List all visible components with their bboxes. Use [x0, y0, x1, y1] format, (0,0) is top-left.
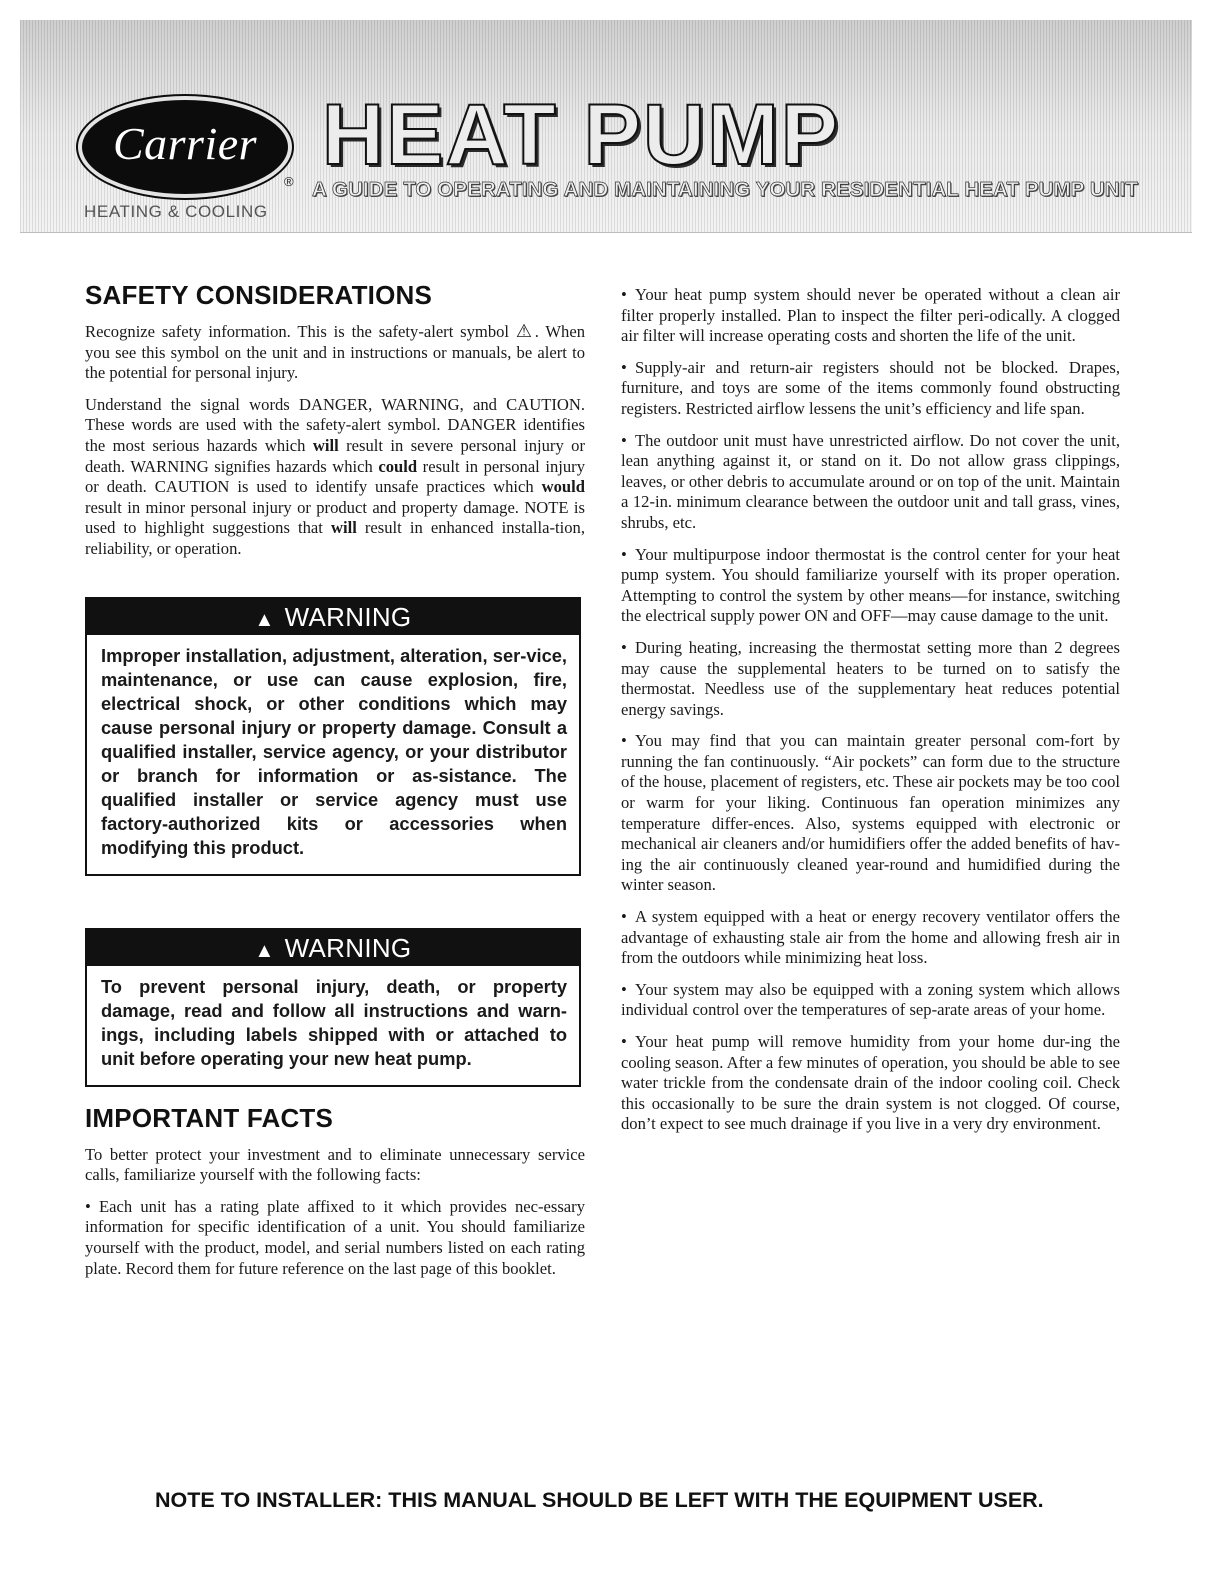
safety-paragraph-1 — [85, 322, 585, 384]
logo-brand-text: Carrier — [112, 118, 258, 169]
fact-bullet: • A system equipped with a heat or energy recovery ventilator offers the advantage of exhausting stale air from the home and allowing fresh air in from the outdoors while minimizing heat loss. — [621, 907, 1120, 969]
fact-bullet: • Supply-air and return-air registers should not be blocked. Drapes, furniture, and toys are some of the items commonly found obstructing registers. Restricted airflow lessens the unit’s efficiency and life span. — [621, 358, 1120, 420]
carrier-logo — [82, 98, 312, 228]
fact-bullet: • During heating, increasing the thermostat setting more than 2 degrees may cause the supplemental heaters to be turned on to satisfy the thermostat. Needless use of the supplementary heat reduces potential energy savings. — [621, 638, 1120, 720]
safety-paragraph-2 — [85, 395, 585, 560]
warning-label-2: WARNING — [284, 932, 412, 963]
document-title: HEAT PUMP — [322, 87, 841, 183]
warning-header-1 — [87, 599, 579, 635]
left-column — [85, 280, 585, 1290]
warning-label-1: WARNING — [284, 601, 412, 632]
safety-p2-text-d: result in minor personal injury or product and property damage. NOTE is used to highlight suggestions that — [85, 497, 585, 538]
fact-bullet: • Your multipurpose indoor thermostat is the control center for your heat pump system. You should familiarize yourself with its proper operation. Attempting to control the system by other means—for instance, switching the electrical supply power ON and OFF—may cause damage to the unit. — [621, 545, 1120, 627]
safety-p2-text-a: Understand the signal words DANGER, WARNING, and CAUTION. These words are used with the safety-alert symbol. DANGER identifies the most serious hazards which — [85, 394, 585, 455]
safety-p2-text-b: result in severe personal injury or death. WARNING signifies hazards which — [85, 435, 585, 476]
important-facts-intro: To better protect your investment and to eliminate unnecessary service calls, familiarize yourself with the following facts: — [85, 1144, 585, 1185]
fact-bullet: • The outdoor unit must have unrestricted airflow. Do not cover the unit, lean anything against it, or stand on it. Do not allow grass clippings, leaves, or other debris to accumulate around or on top of the unit. Maintain a 12-in. minimum clearance between the outdoor unit and tall grass, vines, shrubs, etc. — [621, 431, 1120, 534]
safety-p2-emph-could: could — [378, 456, 418, 476]
warning-box-2 — [85, 928, 581, 1087]
installer-note: NOTE TO INSTALLER: THIS MANUAL SHOULD BE LEFT WITH THE EQUIPMENT USER. — [155, 1488, 1044, 1512]
fact-bullet: • Your heat pump will remove humidity from your home dur-ing the cooling season. After a few minutes of operation, you should be able to see water trickle from the condensate drain of the indoor cooling coil. Check this occasionally to be sure the drain system is not clogged. Of course, don’t expect to see much drainage if you live in a very dry environment. — [621, 1032, 1120, 1135]
warning-text-1: Improper installation, adjustment, alteration, ser-vice, maintenance, or use can cause explosion, fire, electrical shock, or other conditions which may cause personal injury or property damage. Consult a qualified installer, service agency, or your distributor or branch for information or as-sistance. The qualified installer or service agency must use factory-authorized kits or accessories when modifying this product. — [101, 644, 567, 858]
fact-bullet: • Your heat pump system should never be operated without a clean air filter properly installed. Plan to inspect the filter peri-odically. A clogged air filter will increase operating costs and shorten the life of the unit. — [621, 285, 1120, 347]
fact-bullet: • You may find that you can maintain greater personal com-fort by running the fan continuously. “Air pockets” can form due to the structure of the house, placement of registers, etc. These air pockets may be too cool or warm for your liking. Continuous fan operation minimizes any temperature differ-ences. Also, systems equipped with electronic or mechanical air cleaners and/or humidifiers offer the added benefits of hav-ing the air continuously cleaned year-round and humidified during the winter season. — [621, 731, 1120, 896]
fact-bullet: • Each unit has a rating plate affixed to it which provides nec-essary information for specific identification of a unit. You should familiarize yourself with the product, model, and serial numbers listed on each rating plate. Record them for future reference on the last page of this booklet. — [85, 1197, 585, 1279]
warning-box-1 — [85, 597, 581, 876]
safety-p2-emph-will: will — [312, 435, 339, 455]
right-column — [621, 285, 1120, 1146]
fact-bullet: • Your system may also be equipped with a zoning system which allows individual control over the temperatures of sep-arate areas of your home. — [621, 980, 1120, 1021]
safety-p2-text-e: result in enhanced installa-tion, reliability, or operation. — [85, 518, 585, 558]
safety-p2-emph-would: would — [541, 477, 585, 497]
safety-p2-text-c: result in personal injury or death. CAUTION is used to identify unsafe practices which — [85, 456, 585, 497]
header-banner — [20, 20, 1192, 233]
warning-text-2: To prevent personal injury, death, or property damage, read and follow all instructions and warn-ings, including labels shipped with or attached to unit before operating your new heat pump. — [101, 975, 567, 1069]
warning-triangle-icon: ▲ — [254, 939, 275, 962]
safety-alert-icon: ⚠ — [515, 321, 535, 341]
warning-triangle-icon: ▲ — [254, 608, 275, 631]
safety-p2-emph-will-2: will — [331, 518, 357, 538]
warning-header-2 — [87, 930, 579, 966]
safety-p1-text: Recognize safety information. This is the safety-alert symbol — [85, 322, 516, 341]
safety-heading: SAFETY CONSIDERATIONS — [85, 280, 433, 310]
safety-p1-text-end: . When you see this symbol on the unit and in instructions or manuals, be alert to the potential for personal injury. — [85, 322, 585, 383]
document-subtitle: A GUIDE TO OPERATING AND MAINTAINING YOUR RESIDENTIAL HEAT PUMP UNIT — [312, 178, 1139, 201]
logo-subtitle: HEATING & COOLING — [84, 202, 268, 221]
important-facts-heading: IMPORTANT FACTS — [85, 1102, 334, 1133]
registered-mark: ® — [284, 174, 294, 189]
